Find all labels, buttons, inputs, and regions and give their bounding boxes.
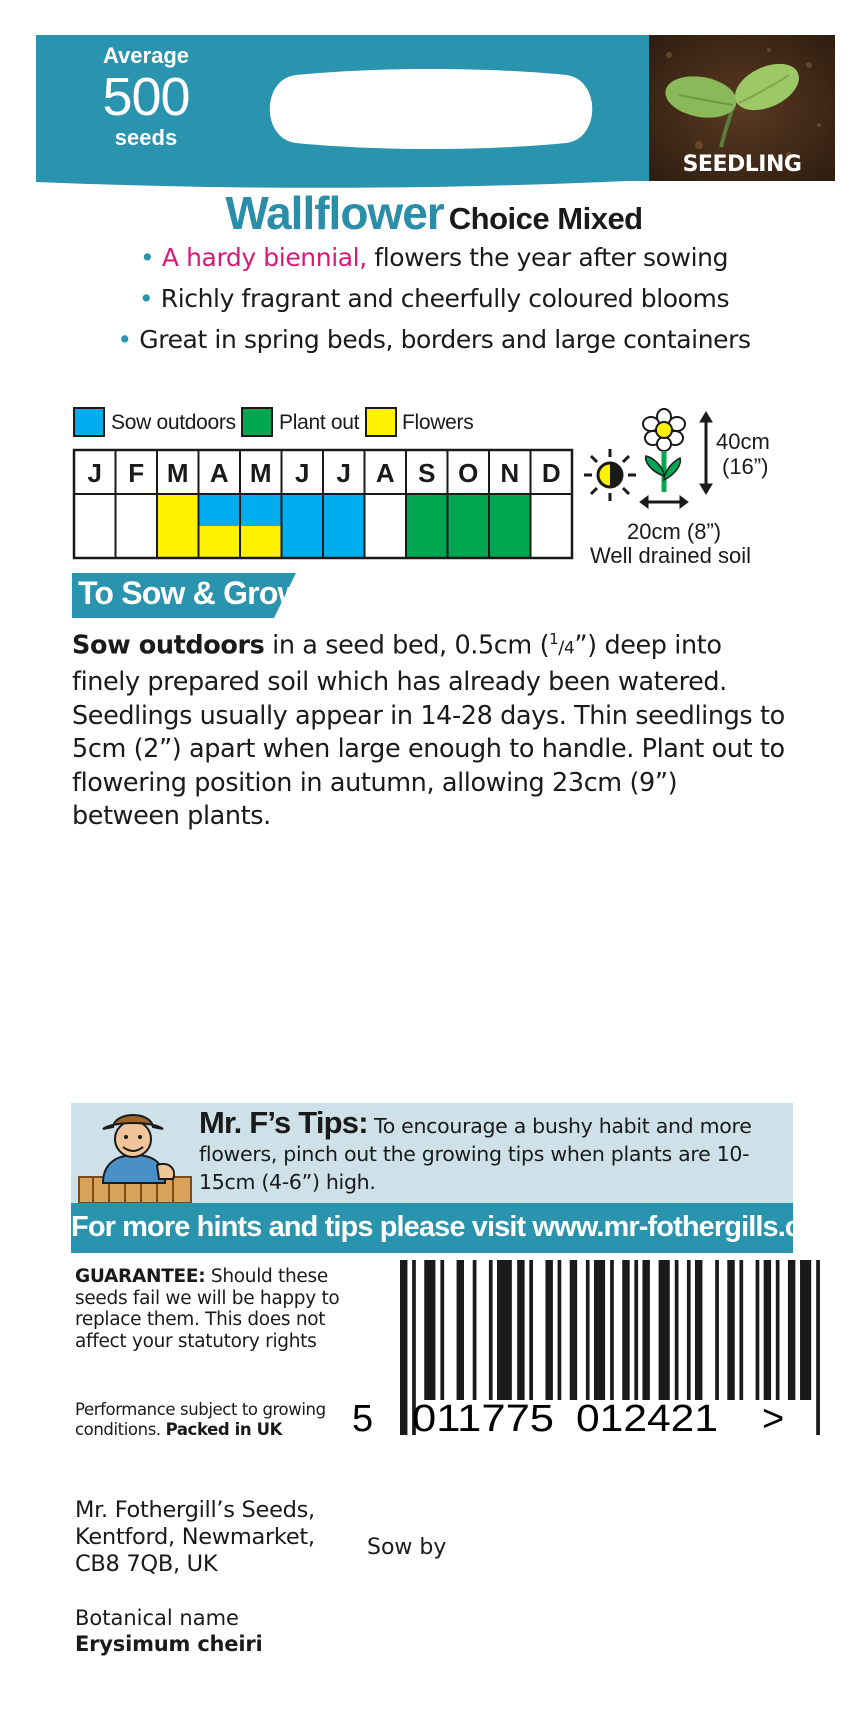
seed-count: 500 bbox=[102, 67, 190, 127]
performance-text: Performance subject to growing conditions. bbox=[75, 1400, 326, 1439]
flowers-cell bbox=[240, 526, 282, 558]
mr-f-mascot-icon bbox=[73, 1103, 193, 1203]
seedling-label: SEEDLING bbox=[682, 152, 802, 177]
barcode-bar bbox=[715, 1260, 719, 1400]
barcode-bar bbox=[594, 1260, 605, 1400]
sow-outdoors-swatch bbox=[73, 407, 105, 437]
plant-out-swatch bbox=[241, 407, 273, 437]
sow-outdoors-cell bbox=[240, 494, 282, 526]
barcode-bar bbox=[586, 1260, 590, 1400]
calendar-legend bbox=[73, 407, 493, 441]
bullet-dot: • bbox=[138, 284, 154, 313]
barcode-bar bbox=[517, 1260, 524, 1400]
barcode-bar bbox=[800, 1260, 811, 1400]
company-address bbox=[75, 1497, 395, 1578]
blank-label-window bbox=[256, 69, 606, 149]
product-title bbox=[0, 186, 868, 240]
barcode-end-mark: > bbox=[762, 1398, 785, 1440]
seeds-label: seeds bbox=[114, 125, 178, 150]
plant-size-icon bbox=[636, 408, 726, 512]
barcode-bar bbox=[545, 1260, 552, 1400]
bullet-dot: • bbox=[139, 243, 155, 272]
tips-text bbox=[199, 1105, 789, 1196]
flowers-cell bbox=[199, 526, 241, 558]
flowers-label: Flowers bbox=[402, 411, 474, 434]
sow-grow-instructions: Sow outdoors in a seed bed, 0.5cm ($^1$/4”) deep into finely prepared soil which has already been watered. Seedlings usually appear in 14-28 days. Thin seedlings to 5cm (2”) apart when large enough to handle. Plant out to flowering position in autumn, allowing 23cm (9”) between plants. bbox=[72, 630, 785, 831]
barcode-bar bbox=[675, 1260, 679, 1400]
sow-outdoors-label: Sow outdoors bbox=[111, 411, 236, 434]
address-line: Mr. Fothergill’s Seeds, bbox=[75, 1497, 315, 1523]
barcode-bar bbox=[634, 1260, 638, 1400]
product-variety: Choice Mixed bbox=[448, 201, 643, 236]
sow-by-label: Sow by bbox=[367, 1535, 447, 1560]
product-name: Wallflower bbox=[225, 187, 444, 239]
barcode-bar bbox=[739, 1260, 743, 1400]
soil-requirement: Well drained soil bbox=[590, 543, 752, 568]
sow-body-1: in a seed bed, 0.5cm ( bbox=[264, 630, 550, 661]
barcode-bar bbox=[400, 1260, 407, 1435]
barcode-bar bbox=[695, 1260, 702, 1400]
barcode-bar bbox=[529, 1260, 533, 1400]
barcode-bar bbox=[489, 1260, 493, 1400]
month-label: M bbox=[249, 458, 272, 488]
barcode-bar bbox=[816, 1260, 820, 1435]
performance-note bbox=[75, 1400, 375, 1440]
month-label: A bbox=[209, 458, 229, 488]
sow-grow-heading bbox=[72, 573, 302, 618]
barcode-bar bbox=[558, 1260, 562, 1400]
sow-body-2: ”) deep into finely prepared soil which has already been watered. Seedlings usually appear in 14-28 days. Thin seedlings to 5cm (2”) apart when large enough to handle. Plant out to flowering position in autumn, allowing 23cm (9”) between plants. bbox=[72, 630, 785, 831]
tips-heading: Mr. F’s Tips: bbox=[199, 1105, 368, 1140]
sow-outdoors-cell bbox=[199, 494, 241, 526]
month-label: J bbox=[87, 458, 102, 488]
address-line: CB8 7QB, UK bbox=[75, 1551, 218, 1577]
barcode-bar bbox=[622, 1260, 629, 1400]
bullet-dot: • bbox=[117, 325, 132, 354]
flowers-cell bbox=[157, 494, 199, 558]
botanical-name: Erysimum cheiri bbox=[75, 1632, 263, 1656]
fraction-denominator: 4 bbox=[563, 638, 575, 659]
month-label: O bbox=[458, 458, 479, 488]
barcode-bar bbox=[659, 1260, 670, 1400]
barcode-bar bbox=[764, 1260, 771, 1400]
barcode-bar bbox=[788, 1260, 795, 1400]
barcode-bar bbox=[642, 1260, 649, 1400]
barcode-bar bbox=[610, 1260, 614, 1400]
barcode-bar bbox=[424, 1260, 435, 1400]
sow-grow-heading-text: To Sow & Grow bbox=[78, 575, 302, 611]
month-label: N bbox=[500, 458, 520, 488]
plant-out-cell bbox=[489, 494, 531, 558]
month-label: S bbox=[418, 458, 436, 488]
height-imperial: (16”) bbox=[722, 454, 769, 479]
barcode-first-digit: 5 bbox=[352, 1398, 374, 1440]
bullet-highlight: A hardy biennial, bbox=[161, 243, 367, 272]
barcode-bar bbox=[727, 1260, 734, 1400]
header-band bbox=[36, 35, 649, 181]
feature-bullet bbox=[0, 284, 868, 313]
guarantee-label: GUARANTEE: bbox=[75, 1266, 206, 1287]
bullet-text: Richly fragrant and cheerfully coloured blooms bbox=[160, 284, 730, 313]
month-label: D bbox=[541, 458, 561, 488]
flowers-swatch bbox=[365, 407, 397, 437]
sow-outdoors-cell bbox=[323, 494, 365, 558]
fraction-numerator: 1 bbox=[549, 630, 559, 648]
barcode-bar bbox=[497, 1260, 512, 1400]
guarantee-text bbox=[75, 1266, 375, 1352]
sowing-calendar bbox=[73, 449, 573, 563]
sow-outdoors-cell bbox=[282, 494, 324, 558]
website-banner-text: For more hints and tips please visit www.mr-fothergills.co.uk bbox=[71, 1211, 857, 1243]
plant-out-cell bbox=[406, 494, 448, 558]
average-label: Average bbox=[102, 43, 189, 68]
website-banner bbox=[71, 1203, 857, 1253]
bullet-text: Great in spring beds, borders and large containers bbox=[139, 325, 751, 354]
address-line: Kentford, Newmarket, bbox=[75, 1524, 315, 1550]
sow-lead: Sow outdoors bbox=[72, 630, 265, 661]
barcode-bar bbox=[687, 1260, 691, 1400]
month-label: A bbox=[375, 458, 395, 488]
barcode-bar bbox=[570, 1260, 577, 1400]
plant-out-label: Plant out bbox=[279, 411, 360, 434]
month-label: M bbox=[166, 458, 189, 488]
month-label: J bbox=[295, 458, 310, 488]
plant-out-cell bbox=[448, 494, 490, 558]
barcode-bar bbox=[756, 1260, 760, 1400]
month-label: F bbox=[128, 458, 145, 488]
height-value: 40cm bbox=[716, 429, 770, 454]
botanical-label: Botanical name bbox=[75, 1606, 239, 1630]
packed-in-label: Packed in UK bbox=[165, 1420, 282, 1439]
guarantee-body: Should these seeds fail we will be happy to replace them. This does not affect your statutory rights bbox=[75, 1266, 340, 1352]
barcode-bar bbox=[473, 1260, 477, 1400]
barcode-bar bbox=[776, 1260, 780, 1400]
barcode-bar bbox=[457, 1260, 464, 1400]
spread-value: 20cm (8”) bbox=[627, 519, 722, 544]
feature-bullet bbox=[0, 325, 868, 354]
barcode bbox=[352, 1260, 792, 1440]
bullet-text: flowers the year after sowing bbox=[366, 243, 729, 272]
tips-box bbox=[71, 1103, 793, 1203]
sun-partial-shade-icon bbox=[582, 447, 638, 503]
month-label: J bbox=[336, 458, 351, 488]
barcode-bar bbox=[440, 1260, 444, 1400]
barcode-right-digits: 012421 bbox=[576, 1398, 718, 1440]
tips-body: To encourage a bushy habit and more flowers, pinch out the growing tips when plants are 10-15cm (4-6”) high. bbox=[199, 1114, 752, 1194]
barcode-left-digits: 011775 bbox=[412, 1398, 554, 1440]
feature-bullet bbox=[0, 243, 868, 272]
seed-count-badge bbox=[76, 43, 216, 151]
seedling-photo bbox=[649, 35, 835, 181]
